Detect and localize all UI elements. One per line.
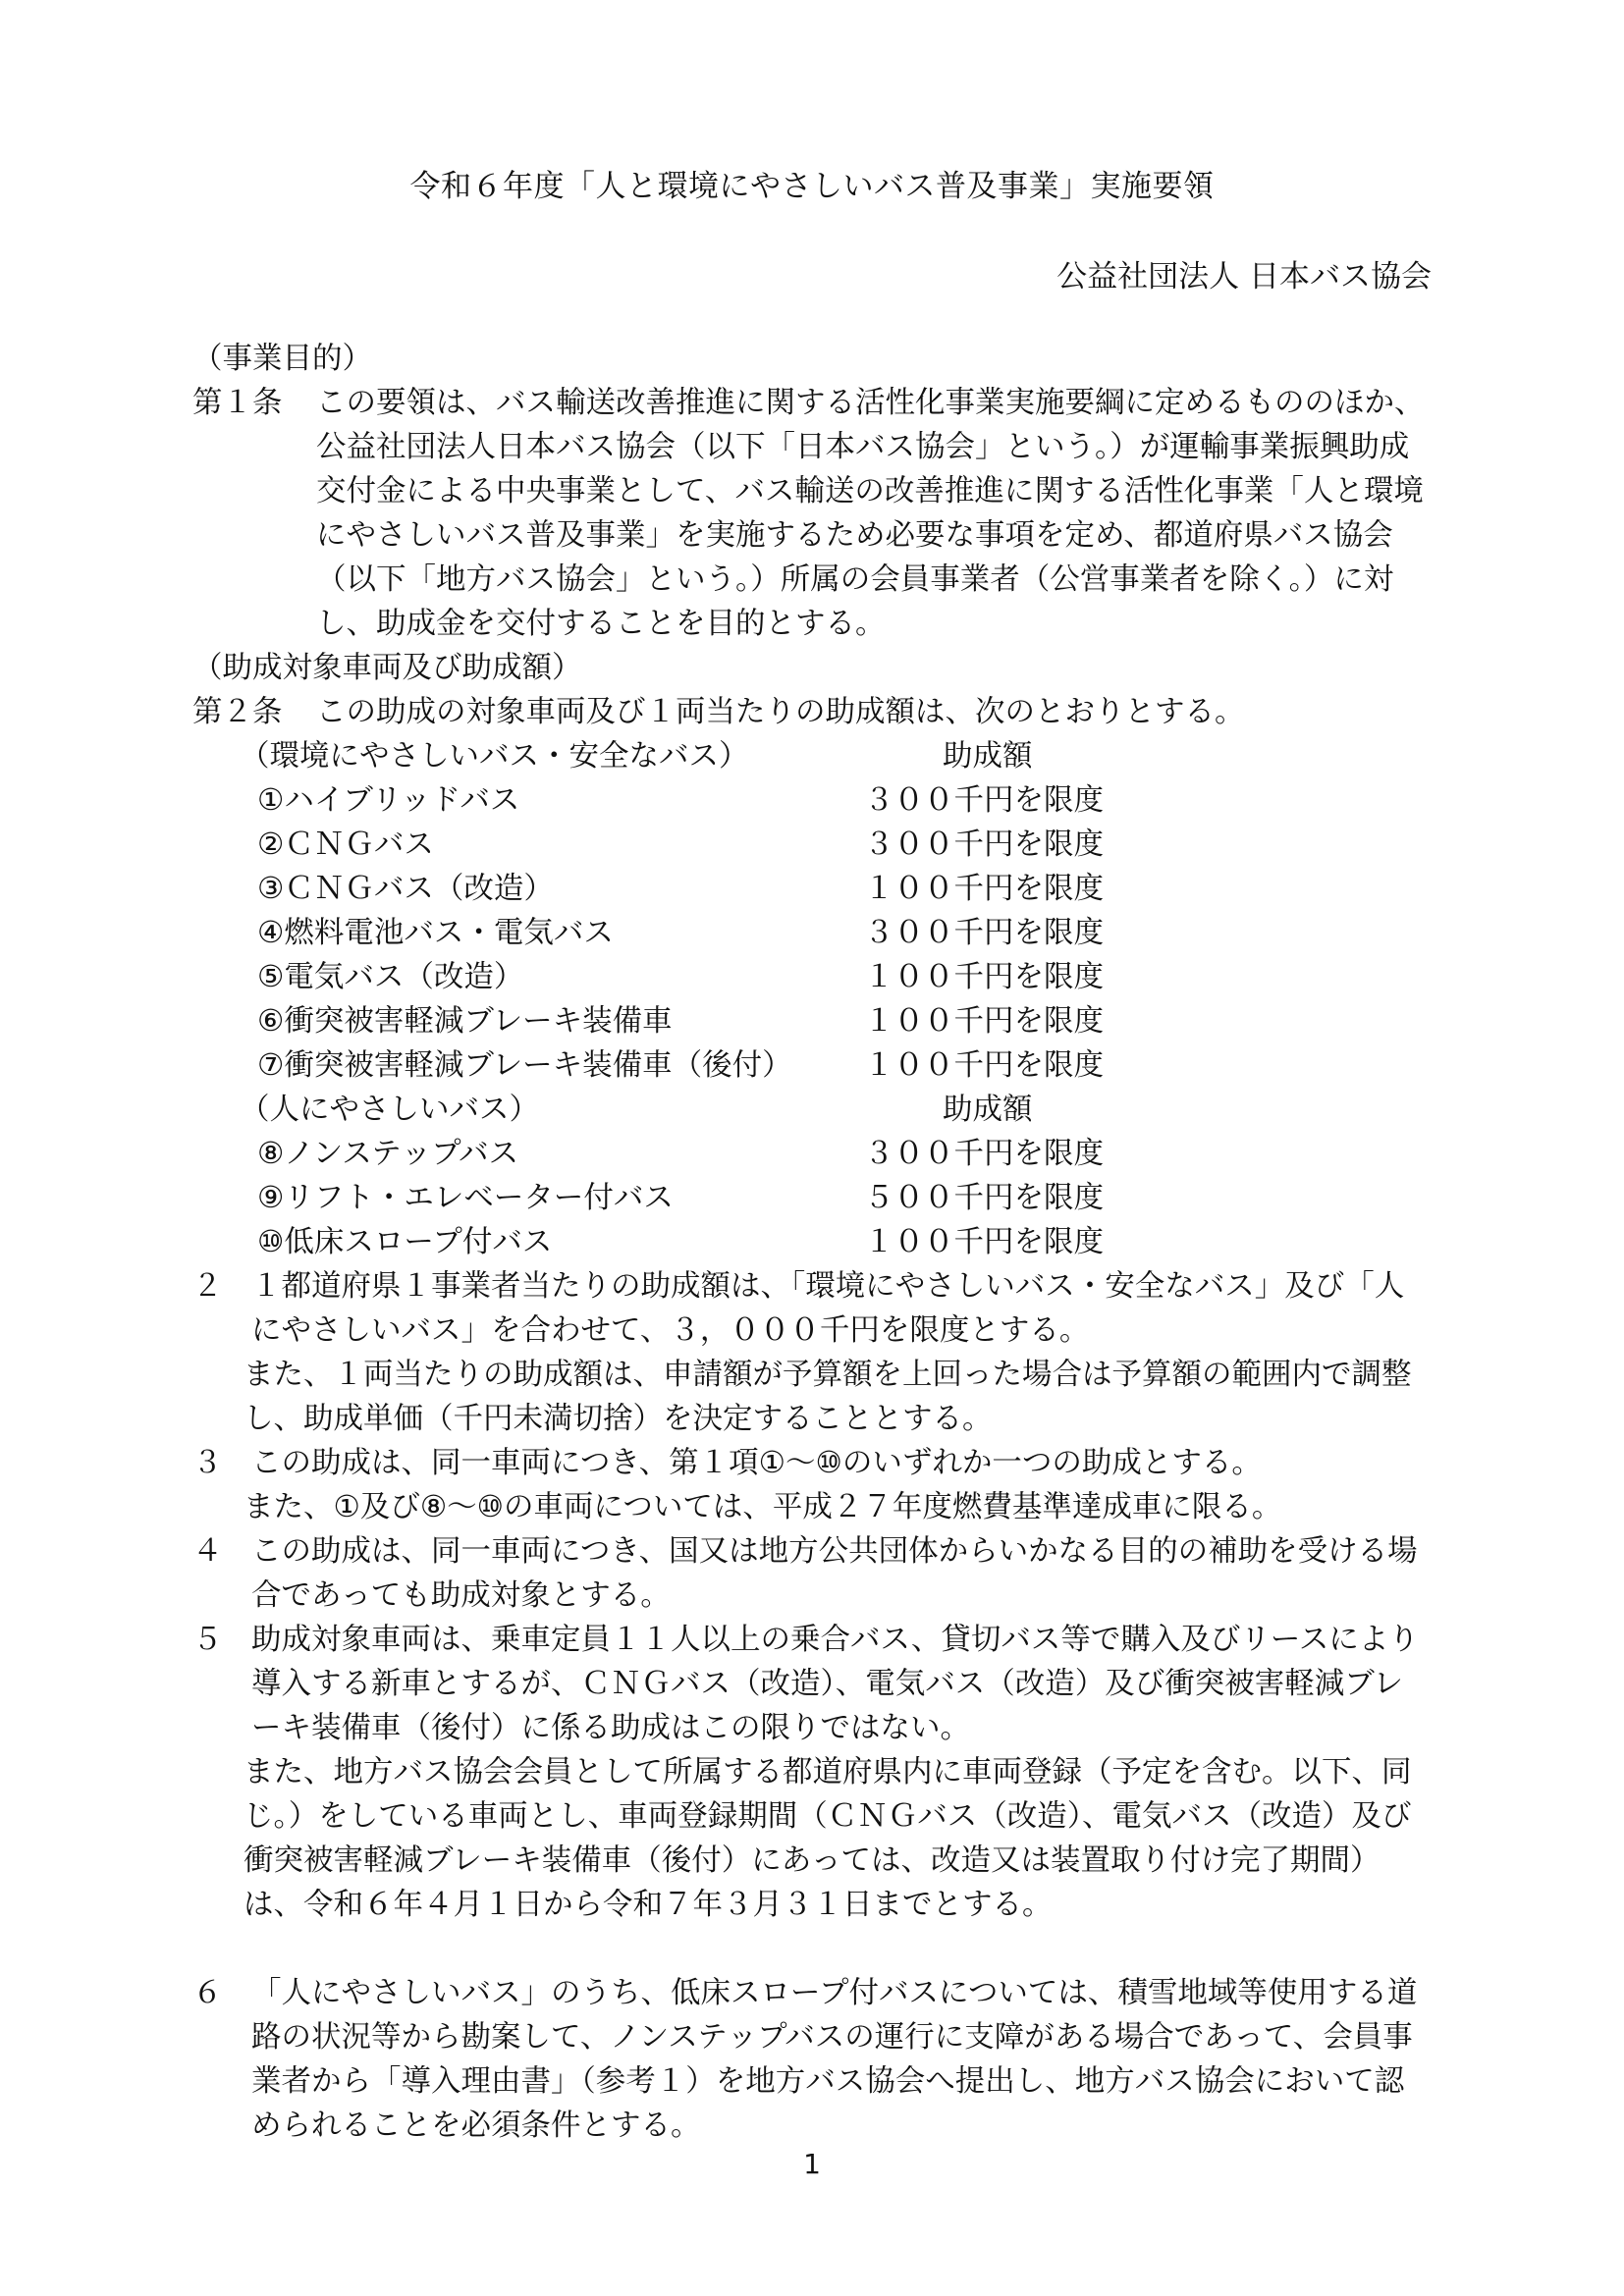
subsidy-amount: １００千円を限度 (864, 960, 1104, 994)
paragraph-label: ６ (192, 1976, 223, 2010)
paragraph-label: ５ (192, 1623, 223, 1657)
vehicle-type: ③ＣＮＧバス（改造） (257, 872, 554, 906)
article2-label: 第２条 (192, 695, 283, 729)
subsidy-amount: １００千円を限度 (864, 1048, 1104, 1083)
table-row (192, 1043, 1432, 1088)
paragraph-5 (192, 1618, 1432, 1750)
table-group-header (192, 1088, 1432, 1132)
table-row (192, 1176, 1432, 1220)
article2 (192, 690, 1432, 734)
subsidy-amount: ３００千円を限度 (864, 783, 1104, 818)
article1-text: この要領は、バス輸送改善推進に関する活性化事業実施要綱に定めるもののほか、公益社団法人日本バス協会（以下「日本バス協会」という。）が運輸事業振興助成交付金による中央事業として、バス輸送の改善推進に関する活性化事業「人と環境にやさしいバス普及事業」を実施するため必要な事項を定め、都道府県バス協会（以下「地方バス協会」という。）所属の会員事業者（公営事業者を除く。）に対し、助成金を交付することを目的とする。 (316, 386, 1425, 641)
paragraph-4 (192, 1529, 1432, 1618)
subsidy-amount: ３００千円を限度 (864, 828, 1104, 862)
vehicle-type: ⑦衝突被害軽減ブレーキ装備車（後付） (257, 1048, 792, 1083)
paragraph-2-continuation: また、１両当たりの助成額は、申請額が予算額を上回った場合は予算額の範囲内で調整し、助成単価（千円未満切捨）を決定することとする。 (244, 1358, 1412, 1436)
vehicle-type: ⑩低床スロープ付バス (257, 1225, 553, 1259)
table-row (192, 1132, 1432, 1176)
paragraph-label: ４ (192, 1534, 223, 1569)
table-group-header (192, 734, 1432, 778)
subsidy-amount: ３００千円を限度 (864, 1137, 1104, 1171)
table-row (192, 999, 1432, 1043)
vehicle-type: ①ハイブリッドバス (257, 783, 520, 818)
paragraph-text: この助成は、同一車両につき、国又は地方公共団体からいかなる目的の補助を受ける場合であっても助成対象とする。 (251, 1534, 1418, 1613)
vehicle-type: ⑥衝突被害軽減ブレーキ装備車 (257, 1004, 673, 1039)
table-row (192, 955, 1432, 999)
subsidy-amount: １００千円を限度 (864, 872, 1104, 906)
subsidy-amount: １００千円を限度 (864, 1004, 1104, 1039)
paragraph-label: ３ (192, 1446, 223, 1480)
vehicle-type: ⑨リフト・エレベーター付バス (257, 1181, 674, 1215)
article1-label: 第１条 (192, 386, 283, 420)
paragraph-5-continuation: また、地方バス協会会員として所属する都道府県内に車両登録（予定を含む。以下、同じ。）をしている車両とし、車両登録期間（ＣＮＧバス（改造）、電気バス（改造）及び衝突被害軽減ブレーキ装備車（後付）にあっては、改造又は装置取り付け完了期間）は、令和６年４月１日から令和７年３月３１日までとする。 (244, 1755, 1412, 1922)
organization-name: 公益社団法人 日本バス協会 (1056, 259, 1432, 294)
vehicle-type: ⑧ノンステップバス (257, 1137, 519, 1171)
subsidy-table (192, 734, 1432, 1264)
article2-intro: この助成の対象車両及び１両当たりの助成額は、次のとおりとする。 (316, 695, 1245, 729)
paragraph-text: 「人にやさしいバス」のうち、低床スロープ付バスについては、積雪地域等使用する道路の状況等から勘案して、ノンステップバスの運行に支障がある場合であって、会員事業者から「導入理由書」（参考１）を地方バス協会へ提出し、地方バス協会において認められることを必須条件とする。 (251, 1976, 1418, 2143)
table-row (192, 1220, 1432, 1264)
table-row (192, 911, 1432, 955)
table-row (192, 778, 1432, 823)
subsidy-amount: ５００千円を限度 (864, 1181, 1104, 1215)
vehicle-type: ⑤電気バス（改造） (257, 960, 524, 994)
vehicle-type: ④燃料電池バス・電気バス (257, 916, 614, 950)
paragraph-2 (192, 1264, 1432, 1353)
subsidy-amount: ３００千円を限度 (864, 916, 1104, 950)
paragraph-text: １都道府県１事業者当たりの助成額は、「環境にやさしいバス・安全なバス」及び「人にやさしいバス」を合わせて、３，０００千円を限度とする。 (251, 1269, 1405, 1348)
vehicle-type: ②ＣＮＧバス (257, 828, 434, 862)
document-body (192, 337, 1432, 2148)
table-row (192, 823, 1432, 867)
article2-heading: （助成対象車両及び助成額） (192, 651, 582, 685)
paragraph-3-continuation: また、①及び⑧～⑩の車両については、平成２７年度燃費基準達成車に限る。 (244, 1490, 1282, 1524)
document-title: 令和６年度「人と環境にやさしいバス普及事業」実施要領 (409, 169, 1215, 204)
paragraph-3 (192, 1441, 1432, 1485)
table-row (192, 867, 1432, 911)
amount-header: 助成額 (943, 1093, 1033, 1127)
paragraph-text: この助成は、同一車両につき、第１項①～⑩のいずれか一つの助成とする。 (251, 1446, 1262, 1480)
amount-header: 助成額 (943, 739, 1033, 774)
group-name: （人にやさしいバス） (240, 1093, 539, 1127)
page-number: 1 (803, 2148, 821, 2180)
subsidy-amount: １００千円を限度 (864, 1225, 1104, 1259)
paragraph-6 (192, 1971, 1432, 2148)
article1-heading: （事業目的） (192, 342, 372, 376)
blank-line (192, 1927, 1432, 1971)
group-name: （環境にやさしいバス・安全なバス） (240, 739, 749, 774)
paragraph-label: ２ (192, 1269, 223, 1304)
paragraph-text: 助成対象車両は、乗車定員１１人以上の乗合バス、貸切バス等で購入及びリースにより導入する新車とするが、ＣＮＧバス（改造）、電気バス（改造）及び衝突被害軽減ブレーキ装備車（後付）に係る助成はこの限りではない。 (251, 1623, 1419, 1745)
article1 (192, 381, 1432, 646)
